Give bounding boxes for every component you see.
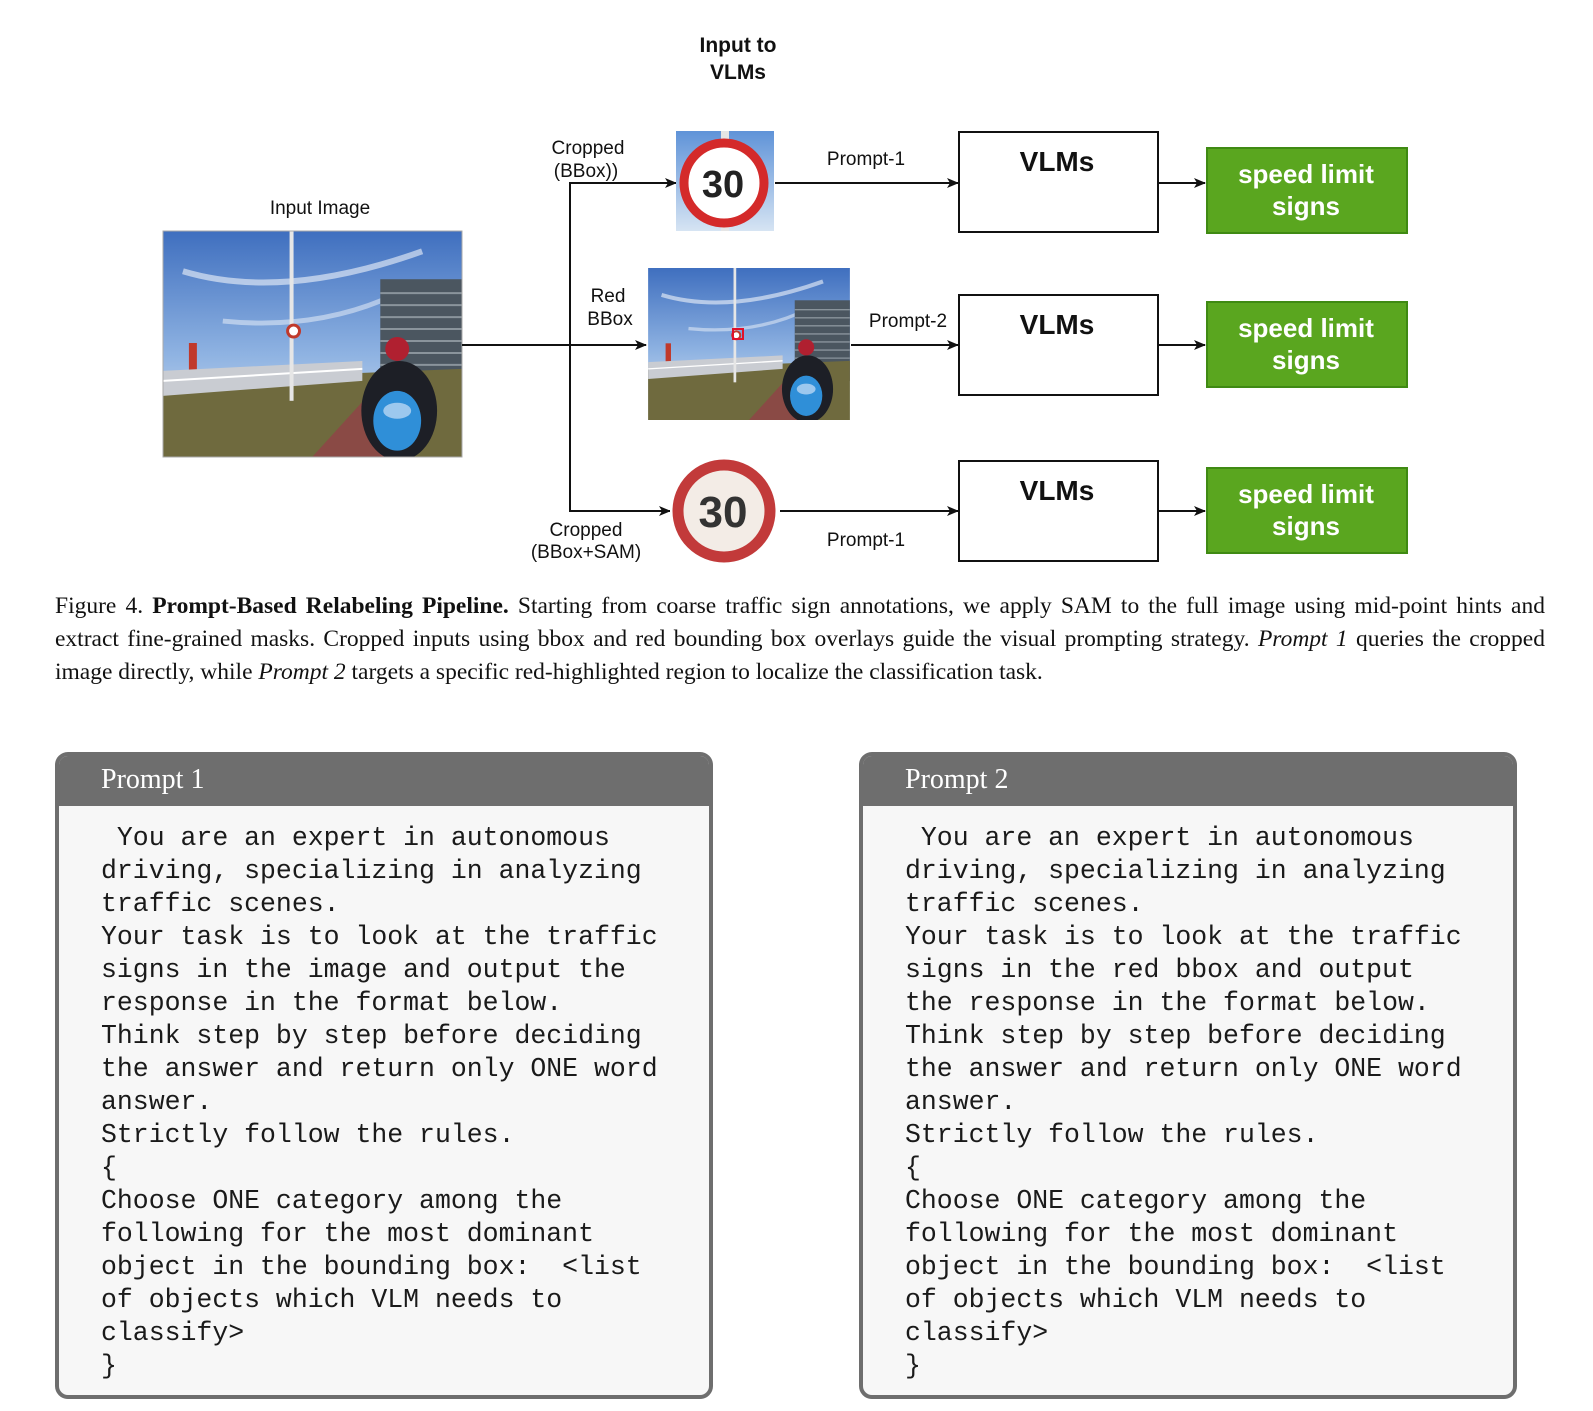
input-image-label: Input Image	[269, 198, 371, 219]
vlm-box-1	[959, 132, 1158, 232]
branch2-route-label: Red	[590, 286, 626, 307]
prompt-2-box	[859, 752, 1517, 1399]
caption-text-3: targets a specific red-highlighted region to localize the classification task.	[345, 659, 1043, 685]
vlm-label-3: VLMs	[1019, 475, 1095, 506]
branch1-prompt-label: Prompt-1	[826, 149, 906, 170]
caption-prefix: Figure 4.	[55, 593, 153, 619]
sam-sign-image	[670, 456, 780, 563]
red-bbox-image	[648, 268, 850, 423]
caption-text-2: queries the cropped image directly, while	[55, 626, 1545, 685]
output-box-3	[1207, 468, 1407, 553]
output-box-2	[1207, 302, 1407, 387]
input-image	[163, 231, 462, 461]
branch1-route-label-2: (BBox))	[553, 161, 619, 182]
input-to-vlms-label-2: VLMs	[709, 61, 767, 84]
prompt-1-box	[55, 752, 713, 1399]
caption-prompt-1: Prompt 1	[1257, 626, 1348, 652]
branch3-route-label: Cropped	[549, 520, 623, 541]
pipeline-diagram	[0, 0, 1593, 590]
branch1-route-label: Cropped	[551, 138, 625, 159]
output-label-1b: signs	[1272, 191, 1340, 221]
prompt-1-body: You are an expert in autonomous driving, specializing in analyzing traffic scenes. Your task is to look at the traffic signs in the image and output the response in the format below. Think step by step before deciding the answer and return only ONE word answer. Strictly follow the rules. { Choose ONE category among the following for the most dominant object in the bounding box: <list of objects which VLM needs to classify> }	[59, 806, 709, 1383]
prompt-2-title: Prompt 2	[863, 756, 1513, 806]
branch2-prompt-label: Prompt-2	[868, 311, 948, 332]
caption-prompt-2: Prompt 2	[258, 659, 346, 685]
vlm-box-2	[959, 295, 1158, 395]
caption-text-1: Starting from coarse traffic sign annotations, we apply SAM to the full image using mid-point hints and extract fine-grained masks. Cropped inputs using bbox and red bounding box overlays guide the visual prompting strategy.	[55, 593, 1545, 652]
prompt-2-body: You are an expert in autonomous driving, specializing in analyzing traffic scenes. Your task is to look at the traffic signs in the red bbox and output the response in the format below. Think step by step before deciding the answer and return only ONE word answer. Strictly follow the rules. { Choose ONE category among the following for the most dominant object in the bounding box: <list of objects which VLM needs to classify> }	[863, 806, 1513, 1383]
output-label-3b: signs	[1272, 511, 1340, 541]
output-box-1	[1207, 148, 1407, 233]
cropped-sign-image	[676, 131, 774, 231]
caption-title: Prompt-Based Relabeling Pipeline.	[152, 593, 509, 619]
output-label-1: speed limit	[1238, 159, 1374, 189]
output-label-2b: signs	[1272, 345, 1340, 375]
input-to-vlms-label: Input to	[699, 34, 777, 57]
branch3-prompt-label: Prompt-1	[826, 530, 906, 551]
vlm-box-3	[959, 461, 1158, 561]
vlm-label-2: VLMs	[1019, 309, 1095, 340]
output-label-2: speed limit	[1238, 313, 1374, 343]
prompt-1-title: Prompt 1	[59, 756, 709, 806]
sign-value: 30	[701, 164, 745, 206]
sam-sign-value: 30	[698, 488, 748, 537]
figure-caption	[55, 590, 1545, 689]
branch3-route-label-2: (BBox+SAM)	[530, 542, 642, 563]
branch2-route-label-2: BBox	[587, 309, 633, 330]
output-label-3: speed limit	[1238, 479, 1374, 509]
vlm-label-1: VLMs	[1019, 146, 1095, 177]
